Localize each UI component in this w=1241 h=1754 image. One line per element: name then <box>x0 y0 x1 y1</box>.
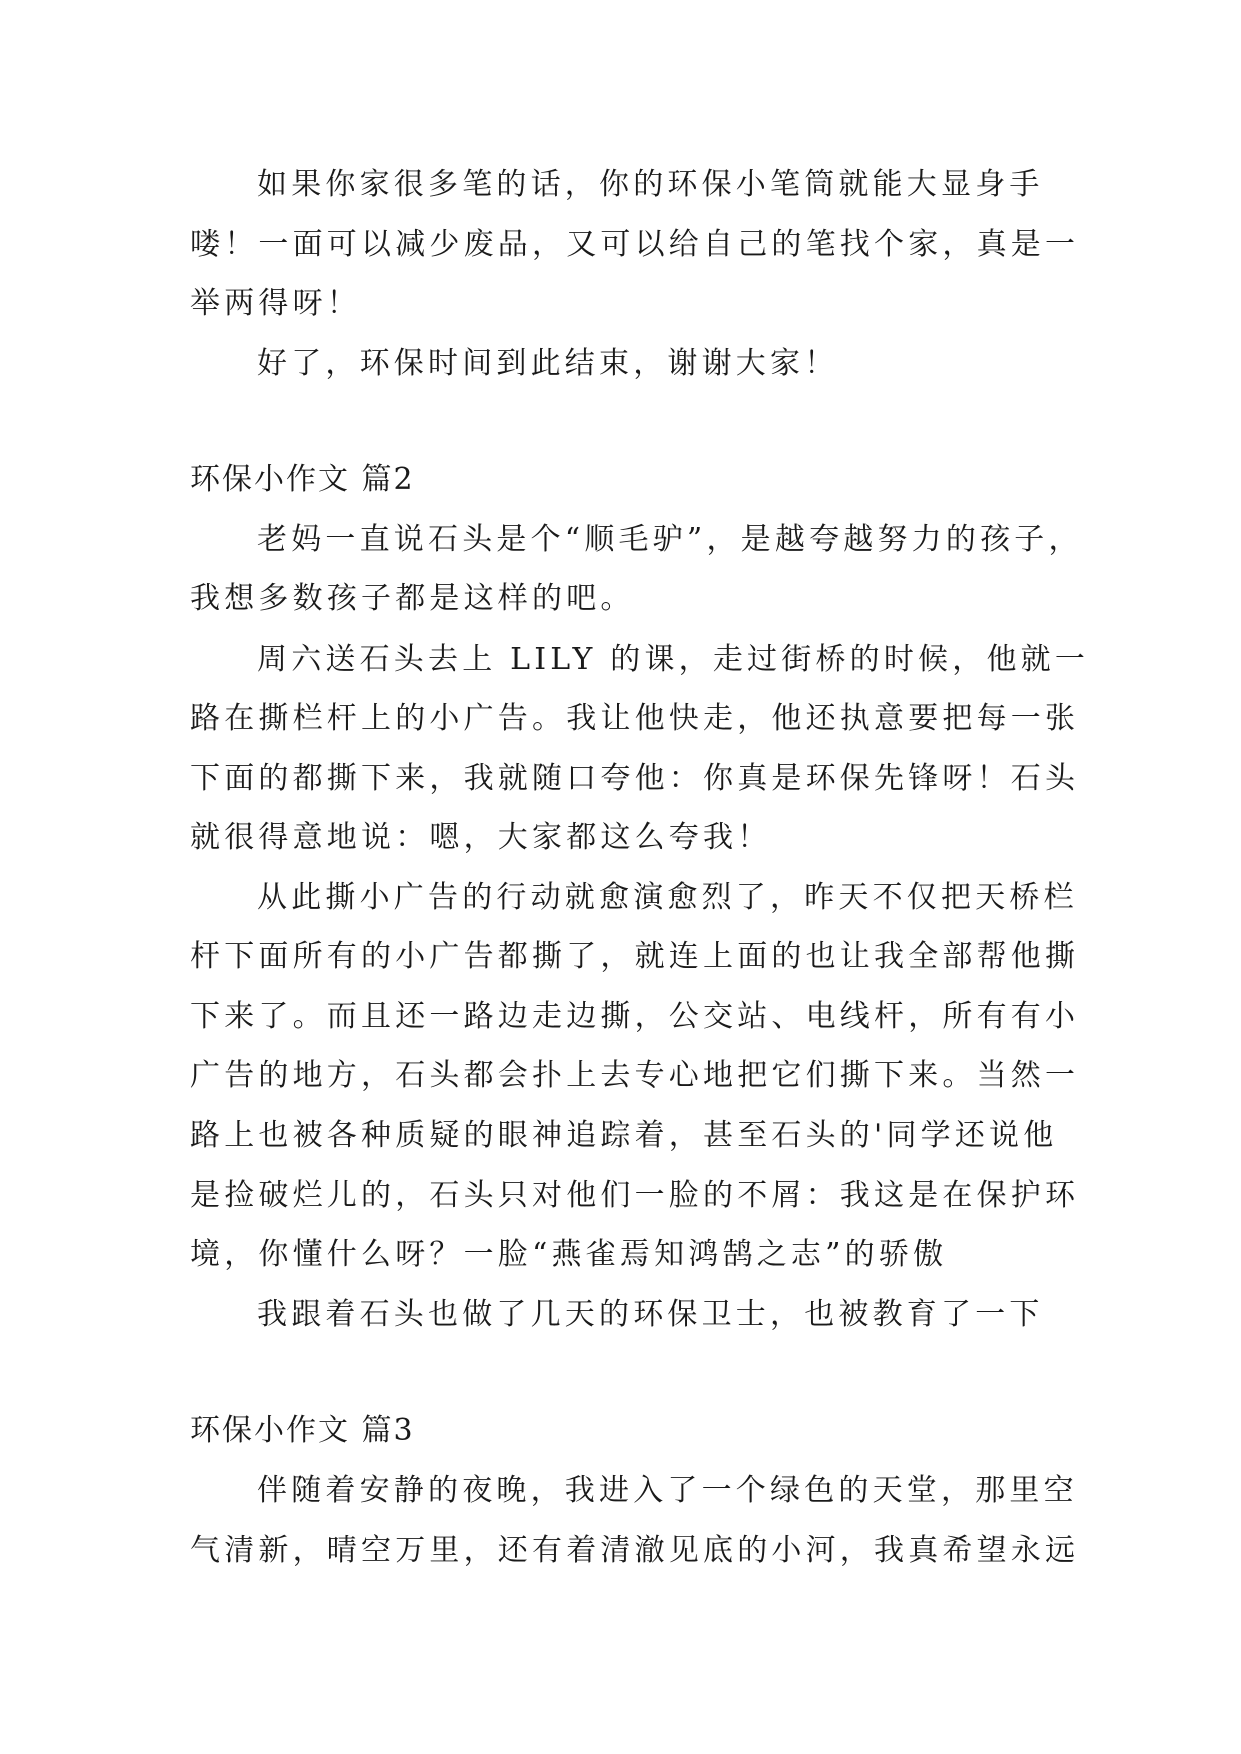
paragraph-line: 路上也被各种质疑的眼神追踪着，甚至石头的'同学还说他 <box>190 1118 1058 1153</box>
section-heading: 环保小作文 篇2 <box>190 462 415 497</box>
paragraph-line: 是捡破烂儿的，石头只对他们一脸的不屑：我这是在保护环 <box>190 1178 1080 1213</box>
paragraph-line: 伴随着安静的夜晚，我进入了一个绿色的天堂，那里空 <box>257 1473 1078 1508</box>
paragraph-line: 广告的地方，石头都会扑上去专心地把它们撕下来。当然一 <box>190 1058 1080 1093</box>
paragraph-line: 好了，环保时间到此结束，谢谢大家！ <box>257 346 839 381</box>
paragraph-line: 就很得意地说：嗯，大家都这么夸我！ <box>190 820 772 855</box>
paragraph-line: 下面的都撕下来，我就随口夸他：你真是环保先锋呀！石头 <box>190 761 1080 796</box>
paragraph-line: 我想多数孩子都是这样的吧。 <box>190 581 635 616</box>
section-heading: 环保小作文 篇3 <box>190 1413 415 1448</box>
paragraph-line: 路在撕栏杆上的小广告。我让他快走，他还执意要把每一张 <box>190 701 1080 736</box>
paragraph-line: 从此撕小广告的行动就愈演愈烈了，昨天不仅把天桥栏 <box>257 880 1078 915</box>
paragraph-line: 杆下面所有的小广告都撕了，就连上面的也让我全部帮他撕 <box>190 939 1080 974</box>
paragraph-line: 周六送石头去上 LILY 的课，走过街桥的时候，他就一 <box>257 642 1090 677</box>
paragraph-line: 如果你家很多笔的话，你的环保小笔筒就能大显身手 <box>257 167 1044 202</box>
paragraph-line: 喽！一面可以减少废品，又可以给自己的笔找个家，真是一 <box>190 227 1080 262</box>
paragraph-line: 气清新，晴空万里，还有着清澈见底的小河，我真希望永远 <box>190 1533 1080 1568</box>
paragraph-line: 下来了。而且还一路边走边撕，公交站、电线杆，所有有小 <box>190 999 1080 1034</box>
paragraph-line: 境，你懂什么呀？一脸“燕雀焉知鸿鹄之志”的骄傲 <box>190 1237 948 1272</box>
paragraph-line: 我跟着石头也做了几天的环保卫士，也被教育了一下 <box>257 1297 1044 1332</box>
paragraph-line: 举两得呀！ <box>190 286 361 321</box>
paragraph-line: 老妈一直说石头是个“顺毛驴”，是越夸越努力的孩子， <box>257 522 1083 557</box>
